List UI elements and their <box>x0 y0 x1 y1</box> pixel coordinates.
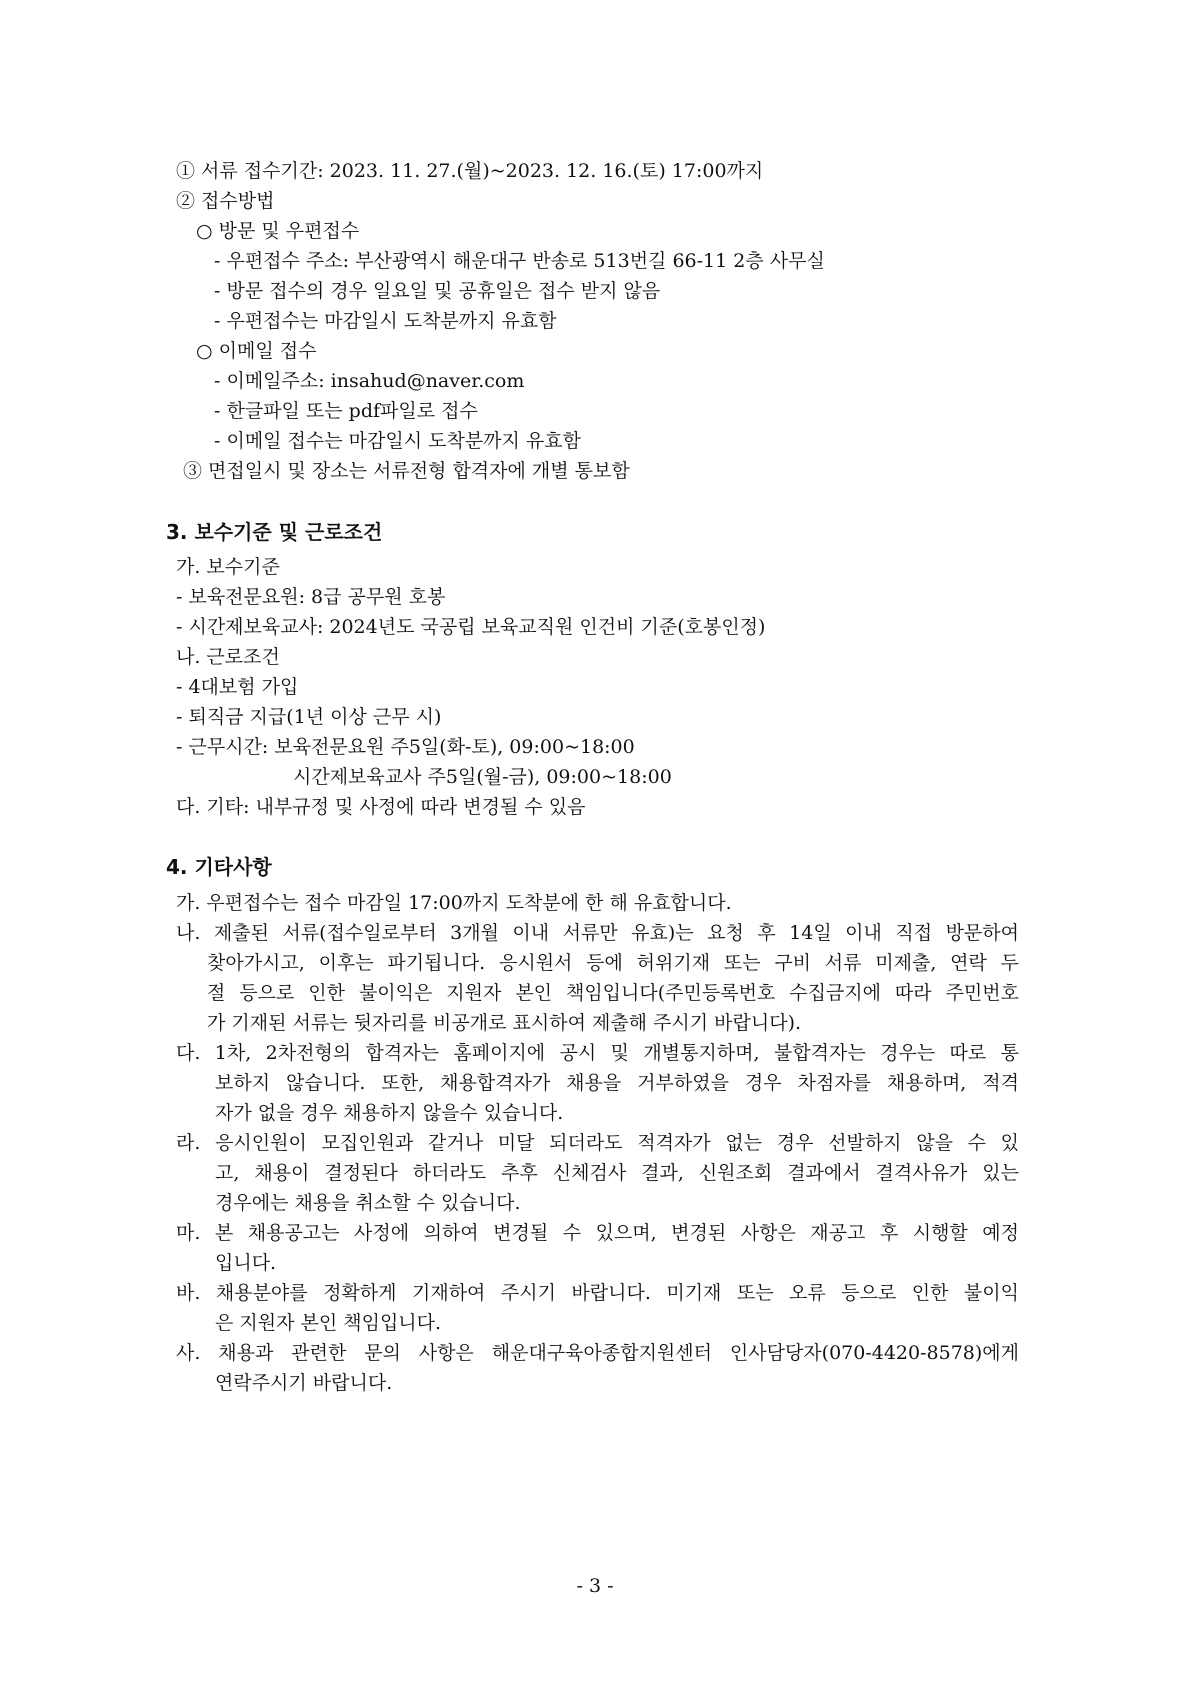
note-ba-line: 바. 채용분야를 정확하게 기재하여 주시기 바랍니다. 미기재 또는 오류 등으로 인한 불이익 <box>176 1282 1019 1304</box>
note-ra-line: 경우에는 채용을 취소할 수 있습니다. <box>215 1192 521 1214</box>
visit-post-item: - 방문 접수의 경우 일요일 및 공휴일은 접수 받지 않음 <box>214 280 661 302</box>
page-number: - 3 - <box>576 1575 614 1597</box>
note-ma-line: 마. 본 채용공고는 사정에 의하여 변경될 수 있으며, 변경된 사항은 재공고 후 시행할 예정 <box>176 1222 1019 1244</box>
visit-post-item: - 우편접수는 마감일시 도착분까지 유효함 <box>214 310 557 332</box>
interview-notice: ③ 면접일시 및 장소는 서류전형 합격자에 개별 통보함 <box>183 460 630 482</box>
work-item: - 퇴직금 지급(1년 이상 근무 시) <box>176 706 442 728</box>
other-note: 다. 기타: 내부규정 및 사정에 따라 변경될 수 있음 <box>176 796 586 818</box>
email-item: - 한글파일 또는 pdf파일로 접수 <box>214 400 478 422</box>
work-title: 나. 근로조건 <box>176 646 280 668</box>
note-ga: 가. 우편접수는 접수 마감일 17:00까지 도착분에 한 해 유효합니다. <box>176 892 732 914</box>
email-item: - 이메일 접수는 마감일시 도착분까지 유효함 <box>214 430 581 452</box>
work-hours-2: 시간제보육교사 주5일(월-금), 09:00~18:00 <box>293 766 672 788</box>
submission-period: ① 서류 접수기간: 2023. 11. 27.(월)~2023. 12. 16.(토) 17:00까지 <box>176 160 764 182</box>
note-na-line: 찾아가시고, 이후는 파기됩니다. 응시원서 등에 허위기재 또는 구비 서류 미제출, 연락 두 <box>207 952 1019 974</box>
note-da-line: 자가 없을 경우 채용하지 않을수 있습니다. <box>215 1102 564 1124</box>
note-sa-line: 연락주시기 바랍니다. <box>215 1372 393 1394</box>
note-da-line: 보하지 않습니다. 또한, 채용합격자가 채용을 거부하였을 경우 차점자를 채용하며, 적격 <box>215 1072 1019 1094</box>
note-ba-line: 은 지원자 본인 책임입니다. <box>215 1312 442 1334</box>
visit-post-item: - 우편접수 주소: 부산광역시 해운대구 반송로 513번길 66-11 2층 사무실 <box>214 250 825 272</box>
email-item: - 이메일주소: insahud@naver.com <box>214 370 525 392</box>
note-na-line: 가 기재된 서류는 뒷자리를 비공개로 표시하여 제출해 주시기 바랍니다). <box>207 1012 802 1034</box>
note-ma-line: 입니다. <box>215 1252 277 1274</box>
work-item: - 4대보험 가입 <box>176 676 299 698</box>
note-na-line: 절 등으로 인한 불이익은 지원자 본인 책임입니다(주민등록번호 수집금지에 따라 주민번호 <box>207 982 1019 1004</box>
note-sa-line: 사. 채용과 관련한 문의 사항은 해운대구육아종합지원센터 인사담당자(070-4420-8578)에게 <box>176 1342 1019 1364</box>
note-ra-line: 고, 채용이 결정된다 하더라도 추후 신체검사 결과, 신원조회 결과에서 결격사유가 있는 <box>215 1162 1019 1184</box>
note-da-line: 다. 1차, 2차전형의 합격자는 홈페이지에 공시 및 개별통지하며, 불합격자는 경우는 따로 통 <box>176 1042 1019 1064</box>
work-item: - 근무시간: 보육전문요원 주5일(화-토), 09:00~18:00 <box>176 736 635 758</box>
submission-method-title: ② 접수방법 <box>176 190 275 212</box>
email-title: ○ 이메일 접수 <box>196 340 317 362</box>
pay-title: 가. 보수기준 <box>176 556 280 578</box>
note-ra-line: 라. 응시인원이 모집인원과 같거나 미달 되더라도 적격자가 없는 경우 선발하지 않을 수 있 <box>176 1132 1019 1154</box>
pay-item: - 시간제보육교사: 2024년도 국공립 보육교직원 인건비 기준(호봉인정) <box>176 616 766 638</box>
section4-heading: 4. 기타사항 <box>166 855 272 879</box>
visit-post-title: ○ 방문 및 우편접수 <box>196 220 360 242</box>
note-na-line: 나. 제출된 서류(접수일로부터 3개월 이내 서류만 유효)는 요청 후 14일 이내 직접 방문하여 <box>176 922 1019 944</box>
section3-heading: 3. 보수기준 및 근로조건 <box>166 520 383 544</box>
pay-item: - 보육전문요원: 8급 공무원 호봉 <box>176 586 446 608</box>
